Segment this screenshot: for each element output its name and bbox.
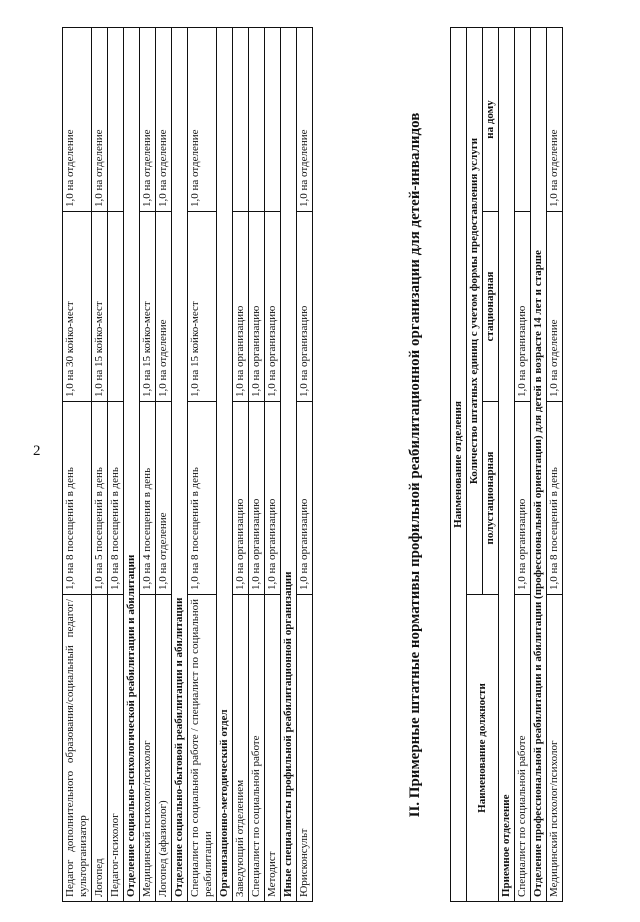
norm-cell: 1,0 на организацию [249,402,265,595]
norm-cell: 1,0 на отделение [547,27,563,211]
staffing-table-children-header [451,27,499,901]
position-cell: Заведующий отделением [233,595,249,902]
table-row [265,28,281,902]
section-label: Иные специалисты профильной реабилитационной организации [281,28,297,902]
table-row [156,28,172,902]
staffing-table-adults-body [63,28,313,902]
staffing-table-children [450,27,563,902]
norm-cell: 1,0 на организацию [249,212,265,402]
norm-cell: 1,0 на отделение [547,212,563,402]
header-form-home: на дому [483,27,499,211]
table-row [249,28,265,902]
header-dept-name: Наименование отделения [451,27,467,901]
norm-cell: 1,0 на организацию [265,402,281,595]
header-position-name: Наименование должности [467,595,499,902]
position-cell: Медицинский психолог/психолог [140,595,156,902]
norm-cell [249,28,265,212]
norm-cell: 1,0 на отделение [297,28,313,212]
norm-cell: 1,0 на отделение [156,28,172,212]
header-row-count [467,27,483,901]
table-row [188,28,217,902]
header-form-day: полустационарная [483,402,499,595]
norm-cell: 1,0 на организацию [515,212,531,402]
position-cell: Специалист по социальной работе [249,595,265,902]
table-row [297,28,313,902]
section-row [499,27,515,901]
norm-cell: 1,0 на отделение [156,402,172,595]
norm-cell: 1,0 на 15 койко-мест [140,212,156,402]
table-row [92,28,108,902]
table-row [233,28,249,902]
norm-cell: 1,0 на отделение [188,28,217,212]
norm-cell: 1,0 на отделение [92,28,108,212]
norm-cell: 1,0 на организацию [265,212,281,402]
norm-cell [108,212,124,402]
position-cell: Методист [265,595,281,902]
position-cell: Специалист по социальной работе / специалист по социальной реабилитации [188,595,217,902]
norm-cell [265,28,281,212]
section-label: Организационно-методический отдел [217,28,233,902]
position-cell: Педагог-психолог [108,595,124,902]
page-number: 2 [33,443,41,459]
norm-cell: 1,0 на организацию [297,402,313,595]
norm-cell: 1,0 на 8 посещений в день [188,402,217,595]
section-row [172,28,188,902]
norm-cell: 1,0 на 8 посещений в день [547,402,563,595]
norm-cell: 1,0 на организацию [233,212,249,402]
position-cell: Педагог дополнительного образования/социальный педагог/культорганизатор [63,595,92,902]
header-form-stationary: стационарная [483,212,499,402]
section-label: Отделение социально-бытовой реабилитации и абилитации [172,28,188,902]
table-row [63,28,92,902]
section-row [124,28,140,902]
section-label: Отделение профессиональной реабилитации и абилитации (профессиональной ориентации) для детей в возрасте 14 лет и старше [531,27,547,901]
norm-cell: 1,0 на отделение [156,212,172,402]
norm-cell: 1,0 на организацию [297,212,313,402]
table-row [515,27,531,901]
norm-cell: 1,0 на отделение [63,28,92,212]
table-row [108,28,124,902]
position-cell: Специалист по социальной работе [515,595,531,902]
norm-cell: 1,0 на организацию [233,402,249,595]
norm-cell: 1,0 на 8 посещений в день [108,402,124,595]
position-cell: Логопед [92,595,108,902]
staffing-table-adults [62,27,313,902]
table-row [140,28,156,902]
position-cell: Юрисконсульт [297,595,313,902]
norm-cell [515,27,531,211]
norm-cell: 1,0 на 4 посещения в день [140,402,156,595]
norm-cell: 1,0 на 5 посещений в день [92,402,108,595]
position-cell: Медицинский психолог/психолог [547,595,563,902]
norm-cell: 1,0 на отделение [140,28,156,212]
position-cell: Логопед (афазиолог) [156,595,172,902]
staffing-table-children-body [499,27,563,901]
section-2-title: II. Примерные штатные нормативы профильной реабилитационной организации для детей-инвалидов [407,112,423,818]
norm-cell: 1,0 на 15 койко-мест [92,212,108,402]
section-row [281,28,297,902]
norm-cell: 1,0 на организацию [515,402,531,595]
norm-cell [108,28,124,212]
norm-cell: 1,0 на 8 посещений в день [63,402,92,595]
section-row [217,28,233,902]
norm-cell: 1,0 на 15 койко-мест [188,212,217,402]
norm-cell: 1,0 на 30 койко-мест [63,212,92,402]
header-units-count: Количество штатных единиц с учетом формы предоставления услуги [467,27,483,594]
header-row-dept [451,27,467,901]
table-row [547,27,563,901]
section-label: Отделение социально-психологической реабилитации и абилитации [124,28,140,902]
section-row [531,27,547,901]
norm-cell [233,28,249,212]
section-label: Приемное отделение [499,27,515,901]
